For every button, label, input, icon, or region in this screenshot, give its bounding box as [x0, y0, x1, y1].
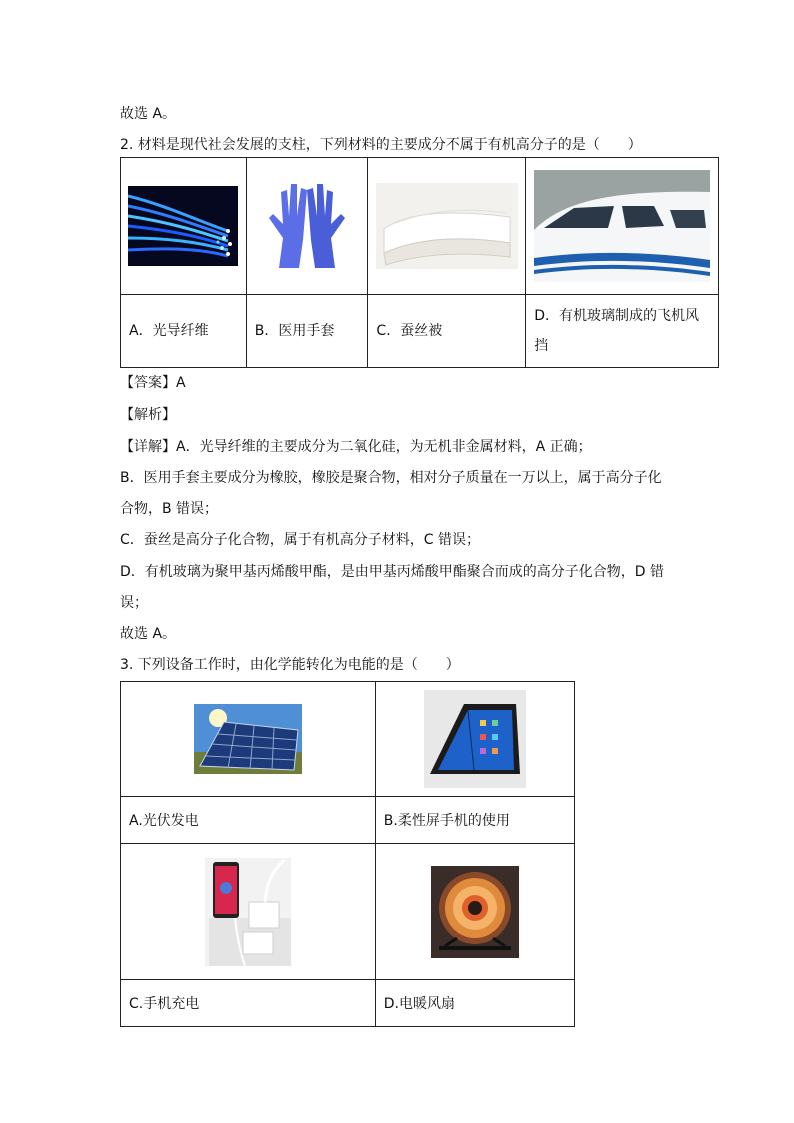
detail-line-1: 【详解】A．光导纤维的主要成分为二氧化硅，为无机非金属材料，A 正确； [120, 439, 592, 455]
option-c-image-cell [368, 158, 526, 295]
option-a-image-cell [121, 158, 247, 295]
option-c-label: C.手机充电 [121, 980, 376, 1027]
detail-line-5: D．有机玻璃为聚甲基丙烯酸甲酯，是由甲基丙烯酸甲酯聚合而成的高分子化合物，D 错 [120, 564, 665, 580]
option-b-label: B．医用手套 [246, 295, 368, 368]
silk-quilt-image [376, 183, 518, 269]
detail-line-3: 合物，B 错误； [120, 501, 219, 517]
medical-gloves-image [259, 178, 355, 274]
option-b-label: B.柔性屏手机的使用 [375, 797, 574, 844]
option-d-image-cell [375, 844, 574, 980]
detail-line-6: 误； [120, 595, 148, 611]
question-2: 2. 材料是现代社会发展的支柱，下列材料的主要成分不属于有机高分子的是（ ） [120, 137, 642, 153]
solar-panel-image [194, 704, 302, 774]
option-d-label: D.电暖风扇 [375, 980, 574, 1027]
text-line: 故选 A。 [120, 106, 177, 122]
option-a-label: A.光伏发电 [121, 797, 376, 844]
airplane-windshield-image [534, 170, 710, 282]
detail-line-4: C．蚕丝是高分子化合物，属于有机高分子材料，C 错误； [120, 532, 480, 548]
question-3-options-table [120, 681, 575, 1027]
option-d-image-cell [526, 158, 719, 295]
question-2-options-table [120, 157, 719, 368]
option-b-image-cell [246, 158, 368, 295]
phone-charging-image [205, 858, 291, 966]
option-c-image-cell [121, 844, 376, 980]
option-a-label: A．光导纤维 [121, 295, 247, 368]
question-3: 3. 下列设备工作时，由化学能转化为电能的是（ ） [120, 657, 460, 673]
optical-fiber-image [128, 186, 238, 266]
detail-line-2: B．医用手套主要成分为橡胶，橡胶是聚合物，相对分子质量在一万以上，属于高分子化 [120, 470, 662, 486]
electric-heater-fan-image [431, 866, 519, 958]
option-c-label: C．蚕丝被 [368, 295, 526, 368]
option-d-label-line1: D．有机玻璃制成的飞机风 [534, 308, 699, 324]
option-d-label [526, 295, 719, 368]
option-a-image-cell [121, 682, 376, 797]
answer: 【答案】A [120, 375, 186, 391]
text-line: 故选 A。 [120, 626, 177, 642]
option-b-image-cell [375, 682, 574, 797]
analysis-heading: 【解析】 [120, 407, 176, 423]
option-d-label-line2: 挡 [534, 338, 549, 354]
foldable-phone-image [424, 690, 526, 788]
